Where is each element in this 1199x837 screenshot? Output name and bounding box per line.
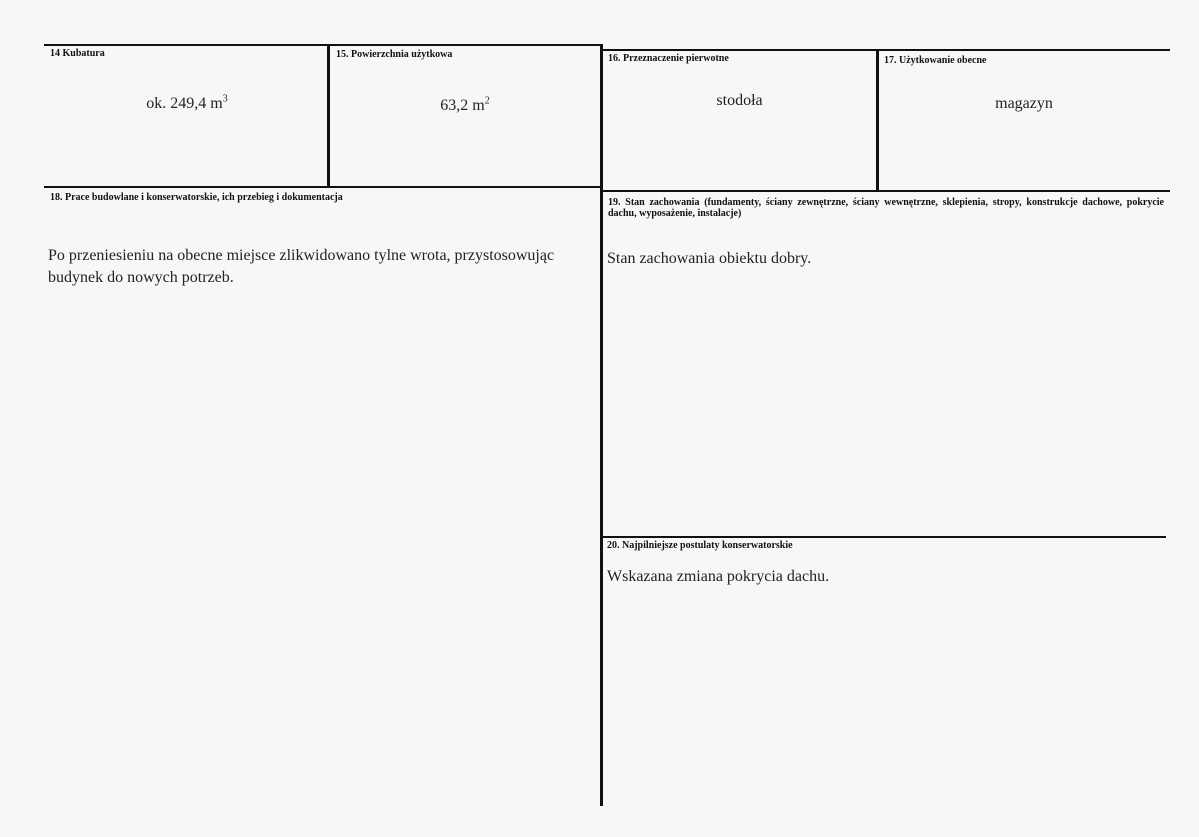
rule-field-20 xyxy=(600,536,1166,538)
field-14-label: 14 Kubatura xyxy=(50,48,105,59)
field-15-value xyxy=(330,95,600,117)
field-17-label: 17. Użytkowanie obecne xyxy=(884,55,987,66)
field-19-label: 19. Stan zachowania (fundamenty, ściany zewnętrzne, ściany wewnętrzne, sklepienia, stropy, konstrukcje dachowe, pokrycie dachu, wyposażenie, instalacje) xyxy=(608,197,1164,219)
field-18-value: Po przeniesieniu na obecne miejsce zlikwidowano tylne wrota, przystosowując budynek do nowych potrzeb. xyxy=(48,247,555,286)
divider-15-16 xyxy=(600,44,603,806)
field-19-value: Stan zachowania obiektu dobry. xyxy=(607,250,812,267)
field-16-value: stodoła xyxy=(716,92,763,109)
field-14-value-text: ok. 249,4 m xyxy=(146,95,223,112)
field-14-value xyxy=(46,93,328,115)
field-17-value: magazyn xyxy=(995,95,1053,112)
top-rule-right xyxy=(600,49,1170,51)
field-18-label: 18. Prace budowlane i konserwatorskie, ich przebieg i dokumentacja xyxy=(50,192,343,203)
field-20-value: Wskazana zmiana pokrycia dachu. xyxy=(607,568,830,585)
row-rule-left xyxy=(44,186,600,188)
field-15-unit-exponent: 2 xyxy=(484,95,490,107)
divider-16-17 xyxy=(876,49,879,190)
row-rule-right xyxy=(600,190,1170,192)
field-14-unit-exponent: 3 xyxy=(222,93,228,105)
field-15-value-text: 63,2 m xyxy=(440,97,485,114)
top-rule-left xyxy=(44,44,600,46)
field-15-label: 15. Powierzchnia użytkowa xyxy=(336,49,453,60)
field-16-label: 16. Przeznaczenie pierwotne xyxy=(608,53,729,64)
field-20-label: 20. Najpilniejsze postulaty konserwatorskie xyxy=(607,540,793,551)
